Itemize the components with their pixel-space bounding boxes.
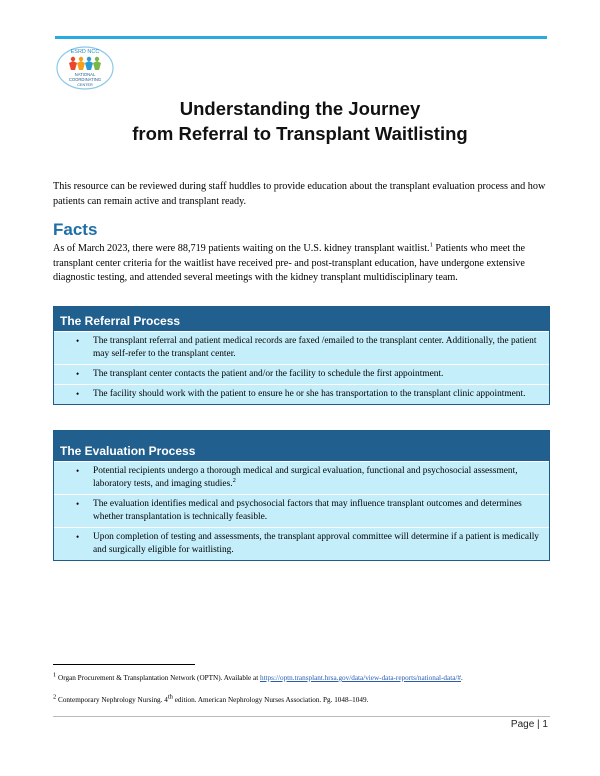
evaluation-item-text: Upon completion of testing and assessments, the transplant approval committee will determine if a patient is medically and surgically eligible for waitlisting.: [93, 532, 539, 555]
bullet-icon: •: [76, 389, 80, 399]
header-rule: [55, 36, 547, 39]
footnote-ref-2: 2: [232, 476, 236, 484]
page-title: [0, 96, 600, 146]
title-line-1: Understanding the Journey: [179, 98, 421, 119]
facts-paragraph: [53, 242, 550, 286]
footer-rule: [53, 716, 550, 717]
bullet-icon: •: [76, 369, 80, 379]
footnote-1-end: .: [461, 674, 463, 682]
referral-item-text: The transplant referral and patient medical records are faxed /emailed to the transplant center. Additionally, the patient may self-refer to the transplant center.: [93, 336, 537, 359]
bullet-icon: •: [76, 532, 80, 542]
referral-heading: The Referral Process: [54, 307, 549, 331]
bullet-icon: •: [76, 336, 80, 346]
footnote-1-text: Organ Procurement & Transplantation Network (OPTN). Available at: [58, 674, 260, 682]
footnote-separator: [53, 664, 195, 665]
logo-text-4: CENTER: [77, 83, 93, 87]
title-line-2: from Referral to Transplant Waitlisting: [132, 123, 468, 144]
referral-item: [54, 331, 549, 364]
intro-paragraph: This resource can be reviewed during staff huddles to provide education about the transplant evaluation process and how patients can remain active and transplant ready.: [53, 181, 546, 207]
referral-item-text: The transplant center contacts the patient and/or the facility to schedule the first appointment.: [93, 369, 444, 379]
bullet-icon: •: [76, 499, 80, 509]
esrd-ncc-logo: [55, 44, 115, 90]
footnote-2: [53, 695, 368, 705]
logo-text-1: ESRD NCC: [70, 49, 100, 55]
footnote-2-number: 2: [53, 693, 57, 701]
optn-data-link[interactable]: https://optn.transplant.hrsa.gov/data/view-data-reports/national-data/#: [260, 674, 461, 682]
footnote-ref-1: 1: [429, 241, 433, 249]
facts-heading: Facts: [53, 220, 98, 239]
logo-text-2: NATIONAL: [74, 72, 96, 77]
facts-text-1: As of March 2023, there were 88,719 patients waiting on the U.S. kidney transplant waitlist.: [53, 243, 430, 254]
logo-text-3: COORDINATING: [68, 77, 102, 82]
evaluation-item: [54, 527, 549, 560]
footnote-1: [53, 673, 463, 683]
footnote-2-sup: th: [167, 693, 173, 701]
evaluation-heading: The Evaluation Process: [54, 431, 549, 461]
footnote-2-text-a: Contemporary Nephrology Nursing. 4: [58, 696, 168, 704]
referral-item-text: The facility should work with the patient to ensure he or she has transportation to the transplant clinic appointment.: [93, 389, 526, 399]
facts-text-2: Patients who meet the transplant center criteria for the waitlist have received pre- and post-transplant education, have undergone extensive diagnostic testing, and attended several meetings with the kidney transplant multidisciplinary team.: [53, 243, 526, 283]
page-number: Page | 1: [510, 719, 548, 730]
evaluation-item-text: The evaluation identifies medical and psychosocial factors that may influence transplant outcomes and determines whether transplantation is technically feasible.: [93, 499, 522, 522]
footnote-1-number: 1: [53, 671, 57, 679]
referral-process-box: [53, 306, 550, 405]
referral-item: [54, 384, 549, 404]
referral-item: [54, 364, 549, 384]
evaluation-item: [54, 461, 549, 494]
bullet-icon: •: [76, 466, 80, 476]
evaluation-item: [54, 494, 549, 527]
evaluation-item-text: Potential recipients undergo a thorough medical and surgical evaluation, functional and psychosocial assessment, laboratory tests, and imaging studies.: [93, 466, 518, 489]
footnote-2-text-b: edition. American Nephrology Nurses Association. Pg. 1048–1049.: [172, 696, 369, 704]
evaluation-process-box: [53, 430, 550, 561]
